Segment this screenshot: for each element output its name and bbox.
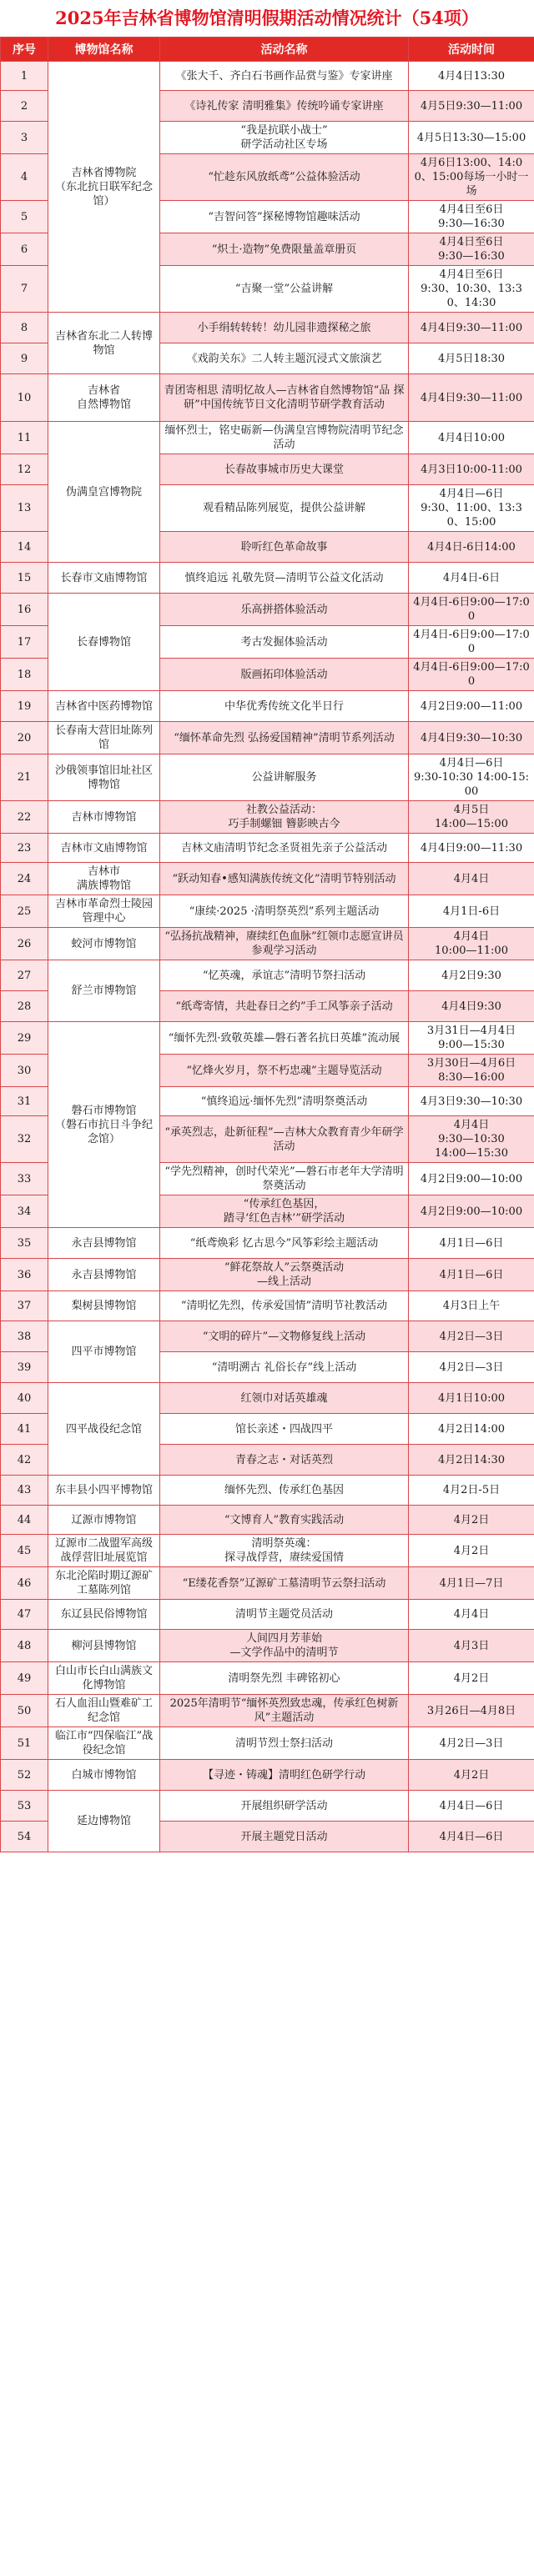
activity-name: “忆英魂，承谊志”清明节祭扫活动 — [160, 960, 409, 991]
table-row — [1, 754, 534, 801]
row-number: 13 — [1, 485, 48, 532]
row-number: 35 — [1, 1228, 48, 1259]
row-number: 14 — [1, 532, 48, 563]
activity-time: 4月4日9:30—11:00 — [409, 374, 534, 422]
table-row — [1, 1695, 534, 1727]
row-number: 17 — [1, 626, 48, 659]
row-number: 22 — [1, 801, 48, 834]
activity-time: 4月1日-6日 — [409, 895, 534, 928]
museum-name: 吉林省东北二人转博物馆 — [48, 313, 160, 374]
activity-time: 4月5日13:30—15:00 — [409, 122, 534, 154]
header-museum: 博物馆名称 — [48, 38, 160, 62]
museum-name: 吉林市革命烈士陵园管理中心 — [48, 895, 160, 928]
activity-time: 4月5日18:30 — [409, 343, 534, 374]
activity-name: “文博育人”教育实践活动 — [160, 1506, 409, 1535]
table-row — [1, 1727, 534, 1760]
activity-name: “清明溯古 礼俗长存”线上活动 — [160, 1352, 409, 1383]
activity-time: 4月1日—7日 — [409, 1567, 534, 1600]
activity-time: 4月1日—6日 — [409, 1228, 534, 1259]
activity-name: 清明祭先烈 丰碑铭初心 — [160, 1662, 409, 1695]
activity-name: 清明节烈士祭扫活动 — [160, 1727, 409, 1760]
activity-time: 4月4日13:30 — [409, 62, 534, 91]
row-number: 39 — [1, 1352, 48, 1383]
activity-time: 4月3日 — [409, 1630, 534, 1662]
table-row — [1, 313, 534, 343]
activity-name: “吉聚一堂”公益讲解 — [160, 266, 409, 313]
row-number: 45 — [1, 1535, 48, 1567]
row-number: 51 — [1, 1727, 48, 1760]
activity-name: “纸鸢焕彩 忆古思今”风筝彩绘主题活动 — [160, 1228, 409, 1259]
activity-time: 4月1日—6日 — [409, 1259, 534, 1291]
activity-time: 4月2日—3日 — [409, 1352, 534, 1383]
activity-name: 2025年清明节“缅怀英烈致忠魂，传承红色树新风”主题活动 — [160, 1695, 409, 1727]
activity-name: “慎终追远·缅怀先烈”清明祭奠活动 — [160, 1087, 409, 1116]
activity-time: 4月5日9:30—11:00 — [409, 91, 534, 122]
row-number: 15 — [1, 563, 48, 594]
activity-time: 4月4日-6日9:00—17:00 — [409, 659, 534, 691]
activity-name: 清明祭英魂： 探寻战俘营，赓续爱国情 — [160, 1535, 409, 1567]
activity-name: 《诗礼传家 清明雅集》传统吟诵专家讲座 — [160, 91, 409, 122]
activity-name: “吉智问答”探秘博物馆趣味活动 — [160, 201, 409, 233]
museum-name: 永吉县博物馆 — [48, 1228, 160, 1259]
row-number: 5 — [1, 201, 48, 233]
activity-time: 4月4日 10:00—11:00 — [409, 928, 534, 960]
row-number: 49 — [1, 1662, 48, 1695]
activity-name: 社教公益活动： 巧手制螺钿 簪影映古今 — [160, 801, 409, 834]
table-row — [1, 1791, 534, 1822]
museum-name: 石人血泪山暨难矿工纪念馆 — [48, 1695, 160, 1727]
table-row — [1, 1567, 534, 1600]
activity-time: 4月4日9:30 — [409, 991, 534, 1022]
table-row — [1, 1259, 534, 1291]
activity-name: 缅怀先烈、传承红色基因 — [160, 1476, 409, 1506]
row-number: 19 — [1, 691, 48, 722]
row-number: 1 — [1, 62, 48, 91]
row-number: 6 — [1, 233, 48, 266]
museum-name: 吉林省中医药博物馆 — [48, 691, 160, 722]
activity-time: 4月2日 — [409, 1535, 534, 1567]
row-number: 24 — [1, 863, 48, 895]
activity-time: 4月4日9:30—11:00 — [409, 313, 534, 343]
activity-time: 4月4日至6日 9:30、10:30、13:30、14:30 — [409, 266, 534, 313]
activity-name: “我是抗联小战士” 研学活动社区专场 — [160, 122, 409, 154]
table-row — [1, 594, 534, 626]
row-number: 48 — [1, 1630, 48, 1662]
table-row — [1, 62, 534, 91]
museum-name: 长春市文庙博物馆 — [48, 563, 160, 594]
row-number: 12 — [1, 454, 48, 485]
row-number: 2 — [1, 91, 48, 122]
row-number: 8 — [1, 313, 48, 343]
row-number: 7 — [1, 266, 48, 313]
header-no: 序号 — [1, 38, 48, 62]
table-row — [1, 691, 534, 722]
activity-time: 4月2日—3日 — [409, 1321, 534, 1352]
museum-name: 长春博物馆 — [48, 594, 160, 691]
museum-name: 蛟河市博物馆 — [48, 928, 160, 960]
activity-time: 4月2日 — [409, 1506, 534, 1535]
activity-time: 4月5日 14:00—15:00 — [409, 801, 534, 834]
activity-name: 慎终追远 礼敬先贤—清明节公益文化活动 — [160, 563, 409, 594]
activity-name: 考古发掘体验活动 — [160, 626, 409, 659]
activity-name: “传承红色基因， 踏寻‘红色吉林’”研学活动 — [160, 1195, 409, 1228]
table-row — [1, 895, 534, 928]
row-number: 32 — [1, 1116, 48, 1163]
activity-time: 4月4日—6日 — [409, 1822, 534, 1852]
museum-name: 吉林省 自然博物馆 — [48, 374, 160, 422]
table-row — [1, 1476, 534, 1506]
museum-name: 梨树县博物馆 — [48, 1291, 160, 1321]
museum-name: 吉林市文庙博物馆 — [48, 834, 160, 863]
row-number: 23 — [1, 834, 48, 863]
table-row — [1, 1022, 534, 1055]
activity-time: 4月6日13:00、14:00、15:00每场一小时一场 — [409, 154, 534, 201]
activity-time: 4月4日 — [409, 863, 534, 895]
header-activity: 活动名称 — [160, 38, 409, 62]
table-row — [1, 834, 534, 863]
row-number: 40 — [1, 1383, 48, 1414]
activity-name: 《张大千、齐白石书画作品赏与鉴》专家讲座 — [160, 62, 409, 91]
museum-name: 伪满皇宫博物院 — [48, 422, 160, 563]
activity-name: “纸鸢寄情，共赴春日之约”手工风筝亲子活动 — [160, 991, 409, 1022]
events-table — [0, 37, 534, 1852]
activity-name: “康续·2025 ·清明祭英烈”系列主题活动 — [160, 895, 409, 928]
museum-name: 吉林市 满族博物馆 — [48, 863, 160, 895]
activity-time: 4月4日—6日 9:30-10:30 14:00-15:00 — [409, 754, 534, 801]
activity-time: 3月31日—4月4日 9:00—15:30 — [409, 1022, 534, 1055]
museum-name: 吉林市博物馆 — [48, 801, 160, 834]
row-number: 37 — [1, 1291, 48, 1321]
row-number: 52 — [1, 1760, 48, 1791]
museum-name: 辽源市博物馆 — [48, 1506, 160, 1535]
activity-name: 人间四月芳菲始 —文学作品中的清明节 — [160, 1630, 409, 1662]
table-row — [1, 1662, 534, 1695]
activity-time: 4月1日10:00 — [409, 1383, 534, 1414]
activity-time: 4月4日至6日 9:30—16:30 — [409, 233, 534, 266]
row-number: 28 — [1, 991, 48, 1022]
row-number: 21 — [1, 754, 48, 801]
activity-name: 长春故事城市历史大课堂 — [160, 454, 409, 485]
activity-time: 4月3日9:30—10:30 — [409, 1087, 534, 1116]
activity-name: “学先烈精神，创时代荣光”—磐石市老年大学清明祭奠活动 — [160, 1163, 409, 1195]
activity-name: “炽土·造物”免费限量盖章册页 — [160, 233, 409, 266]
activity-name: 馆长亲述・四战四平 — [160, 1414, 409, 1445]
museum-name: 东北沦陷时期辽源矿工墓陈列馆 — [48, 1567, 160, 1600]
activity-time: 4月3日上午 — [409, 1291, 534, 1321]
activity-name: “忙趁东风放纸鸢”公益体验活动 — [160, 154, 409, 201]
museum-name: 东辽县民俗博物馆 — [48, 1600, 160, 1630]
activity-name: “承英烈志，赴新征程”—吉林大众教育青少年研学活动 — [160, 1116, 409, 1163]
museum-name: 辽源市二战盟军高级战俘营旧址展览馆 — [48, 1535, 160, 1567]
activity-time: 4月4日-6日 — [409, 563, 534, 594]
activity-time: 4月2日—3日 — [409, 1727, 534, 1760]
table-row — [1, 801, 534, 834]
activity-name: “跃动知春•感知满族传统文化”清明节特别活动 — [160, 863, 409, 895]
table-row — [1, 1228, 534, 1259]
activity-time: 4月4日—6日 9:30、11:00、13:30、15:00 — [409, 485, 534, 532]
activity-time: 4月2日14:00 — [409, 1414, 534, 1445]
page-title: 2025年吉林省博物馆清明假期活动情况统计（54项） — [0, 0, 534, 37]
museum-name: 长春南大营旧址陈列馆 — [48, 722, 160, 754]
activity-name: 公益讲解服务 — [160, 754, 409, 801]
row-number: 43 — [1, 1476, 48, 1506]
table-row — [1, 960, 534, 991]
row-number: 36 — [1, 1259, 48, 1291]
activity-name: 开展组织研学活动 — [160, 1791, 409, 1822]
table-row — [1, 422, 534, 454]
row-number: 11 — [1, 422, 48, 454]
activity-name: 版画拓印体验活动 — [160, 659, 409, 691]
activity-time: 4月2日 — [409, 1662, 534, 1695]
row-number: 31 — [1, 1087, 48, 1116]
table-row — [1, 1291, 534, 1321]
activity-name: 开展主题党日活动 — [160, 1822, 409, 1852]
activity-time: 4月4日-6日9:00—17:00 — [409, 626, 534, 659]
activity-name: “文明的碎片”—文物修复线上活动 — [160, 1321, 409, 1352]
table-row — [1, 1600, 534, 1630]
row-number: 16 — [1, 594, 48, 626]
table-body — [1, 62, 534, 1852]
row-number: 3 — [1, 122, 48, 154]
museum-name: 沙俄领事馆旧址社区博物馆 — [48, 754, 160, 801]
table-row — [1, 1760, 534, 1791]
table-header-row — [1, 38, 534, 62]
activity-time: 4月2日 — [409, 1760, 534, 1791]
museum-name: 白山市长白山满族文化博物馆 — [48, 1662, 160, 1695]
activity-name: 乐高拼搭体验活动 — [160, 594, 409, 626]
activity-time: 4月2日9:00—10:00 — [409, 1195, 534, 1228]
activity-time: 4月3日10:00-11:00 — [409, 454, 534, 485]
activity-name: “清明忆先烈，传承爱国情”清明节社教活动 — [160, 1291, 409, 1321]
activity-name: 观看精品陈列展览，提供公益讲解 — [160, 485, 409, 532]
activity-name: 吉林文庙清明节纪念圣贤祖先亲子公益活动 — [160, 834, 409, 863]
table-row — [1, 1321, 534, 1352]
table-row — [1, 722, 534, 754]
row-number: 41 — [1, 1414, 48, 1445]
museum-name: 四平战役纪念馆 — [48, 1383, 160, 1476]
table-row — [1, 1383, 534, 1414]
row-number: 18 — [1, 659, 48, 691]
activity-name: 【寻迹・铸魂】清明红色研学行动 — [160, 1760, 409, 1791]
table-row — [1, 1535, 534, 1567]
activity-time: 4月4日9:30—10:30 — [409, 722, 534, 754]
row-number: 38 — [1, 1321, 48, 1352]
activity-name: “缅怀革命先烈 弘扬爱国精神”清明节系列活动 — [160, 722, 409, 754]
row-number: 9 — [1, 343, 48, 374]
activity-name: 聆听红色革命故事 — [160, 532, 409, 563]
activity-time: 3月30日—4月6日 8:30—16:00 — [409, 1055, 534, 1087]
museum-name: 延边博物馆 — [48, 1791, 160, 1852]
row-number: 30 — [1, 1055, 48, 1087]
museum-name: 临江市“四保临江”战役纪念馆 — [48, 1727, 160, 1760]
activity-name: “E缕花香祭”辽源矿工墓清明节云祭扫活动 — [160, 1567, 409, 1600]
activity-time: 4月4日10:00 — [409, 422, 534, 454]
museum-name: 吉林省博物院 （东北抗日联军纪念馆） — [48, 62, 160, 313]
row-number: 50 — [1, 1695, 48, 1727]
activity-time: 4月2日9:00—11:00 — [409, 691, 534, 722]
row-number: 27 — [1, 960, 48, 991]
row-number: 34 — [1, 1195, 48, 1228]
activity-name: 中华优秀传统文化半日行 — [160, 691, 409, 722]
activity-time: 4月4日 9:30—10:30 14:00—15:30 — [409, 1116, 534, 1163]
activity-name: 红领巾对话英雄魂 — [160, 1383, 409, 1414]
table-row — [1, 1630, 534, 1662]
activity-name: “鲜花祭故人”云祭奠活动 —线上活动 — [160, 1259, 409, 1291]
activity-time: 4月4日—6日 — [409, 1791, 534, 1822]
museum-name: 永吉县博物馆 — [48, 1259, 160, 1291]
row-number: 44 — [1, 1506, 48, 1535]
table-row — [1, 1506, 534, 1535]
row-number: 26 — [1, 928, 48, 960]
activity-name: “弘扬抗战精神，赓续红色血脉”红领巾志愿宣讲员参观学习活动 — [160, 928, 409, 960]
activity-time: 3月26日—4月8日 — [409, 1695, 534, 1727]
table-row — [1, 863, 534, 895]
row-number: 20 — [1, 722, 48, 754]
activity-name: 《戏韵关东》二人转主题沉浸式文旅演艺 — [160, 343, 409, 374]
activity-time: 4月4日-6日9:00—17:00 — [409, 594, 534, 626]
activity-name: 青春之志・对话英烈 — [160, 1445, 409, 1476]
activity-time: 4月2日-5日 — [409, 1476, 534, 1506]
row-number: 54 — [1, 1822, 48, 1852]
row-number: 42 — [1, 1445, 48, 1476]
museum-name: 柳河县博物馆 — [48, 1630, 160, 1662]
museum-name: 白城市博物馆 — [48, 1760, 160, 1791]
activity-name: 清明节主题党员活动 — [160, 1600, 409, 1630]
activity-name: 小手绢转转转！幼儿园非遗探秘之旅 — [160, 313, 409, 343]
activity-time: 4月4日至6日 9:30—16:30 — [409, 201, 534, 233]
row-number: 10 — [1, 374, 48, 422]
row-number: 33 — [1, 1163, 48, 1195]
table-row — [1, 563, 534, 594]
museum-name: 东丰县小四平博物馆 — [48, 1476, 160, 1506]
table-row — [1, 928, 534, 960]
activity-name: “缅怀先烈·致敬英雄—磐石著名抗日英雄”流动展 — [160, 1022, 409, 1055]
row-number: 25 — [1, 895, 48, 928]
activity-name: 青团寄相思 清明忆故人—吉林省自然博物馆“品 探 研”中国传统节日文化清明节研学教育活动 — [160, 374, 409, 422]
activity-time: 4月2日9:30 — [409, 960, 534, 991]
activity-name: 缅怀烈士，铭史砺新—伪满皇宫博物院清明节纪念活动 — [160, 422, 409, 454]
museum-name: 磐石市博物馆 （磐石市抗日斗争纪念馆） — [48, 1022, 160, 1228]
activity-time: 4月4日-6日14:00 — [409, 532, 534, 563]
activity-time: 4月2日14:30 — [409, 1445, 534, 1476]
row-number: 46 — [1, 1567, 48, 1600]
row-number: 29 — [1, 1022, 48, 1055]
activity-time: 4月2日9:00—10:00 — [409, 1163, 534, 1195]
activity-name: “忆烽火岁月，祭不朽忠魂”主题导览活动 — [160, 1055, 409, 1087]
header-time: 活动时间 — [409, 38, 534, 62]
museum-name: 四平市博物馆 — [48, 1321, 160, 1383]
museum-name: 舒兰市博物馆 — [48, 960, 160, 1022]
activity-time: 4月4日9:00—11:30 — [409, 834, 534, 863]
table-row — [1, 374, 534, 422]
activity-time: 4月4日 — [409, 1600, 534, 1630]
row-number: 47 — [1, 1600, 48, 1630]
row-number: 53 — [1, 1791, 48, 1822]
row-number: 4 — [1, 154, 48, 201]
